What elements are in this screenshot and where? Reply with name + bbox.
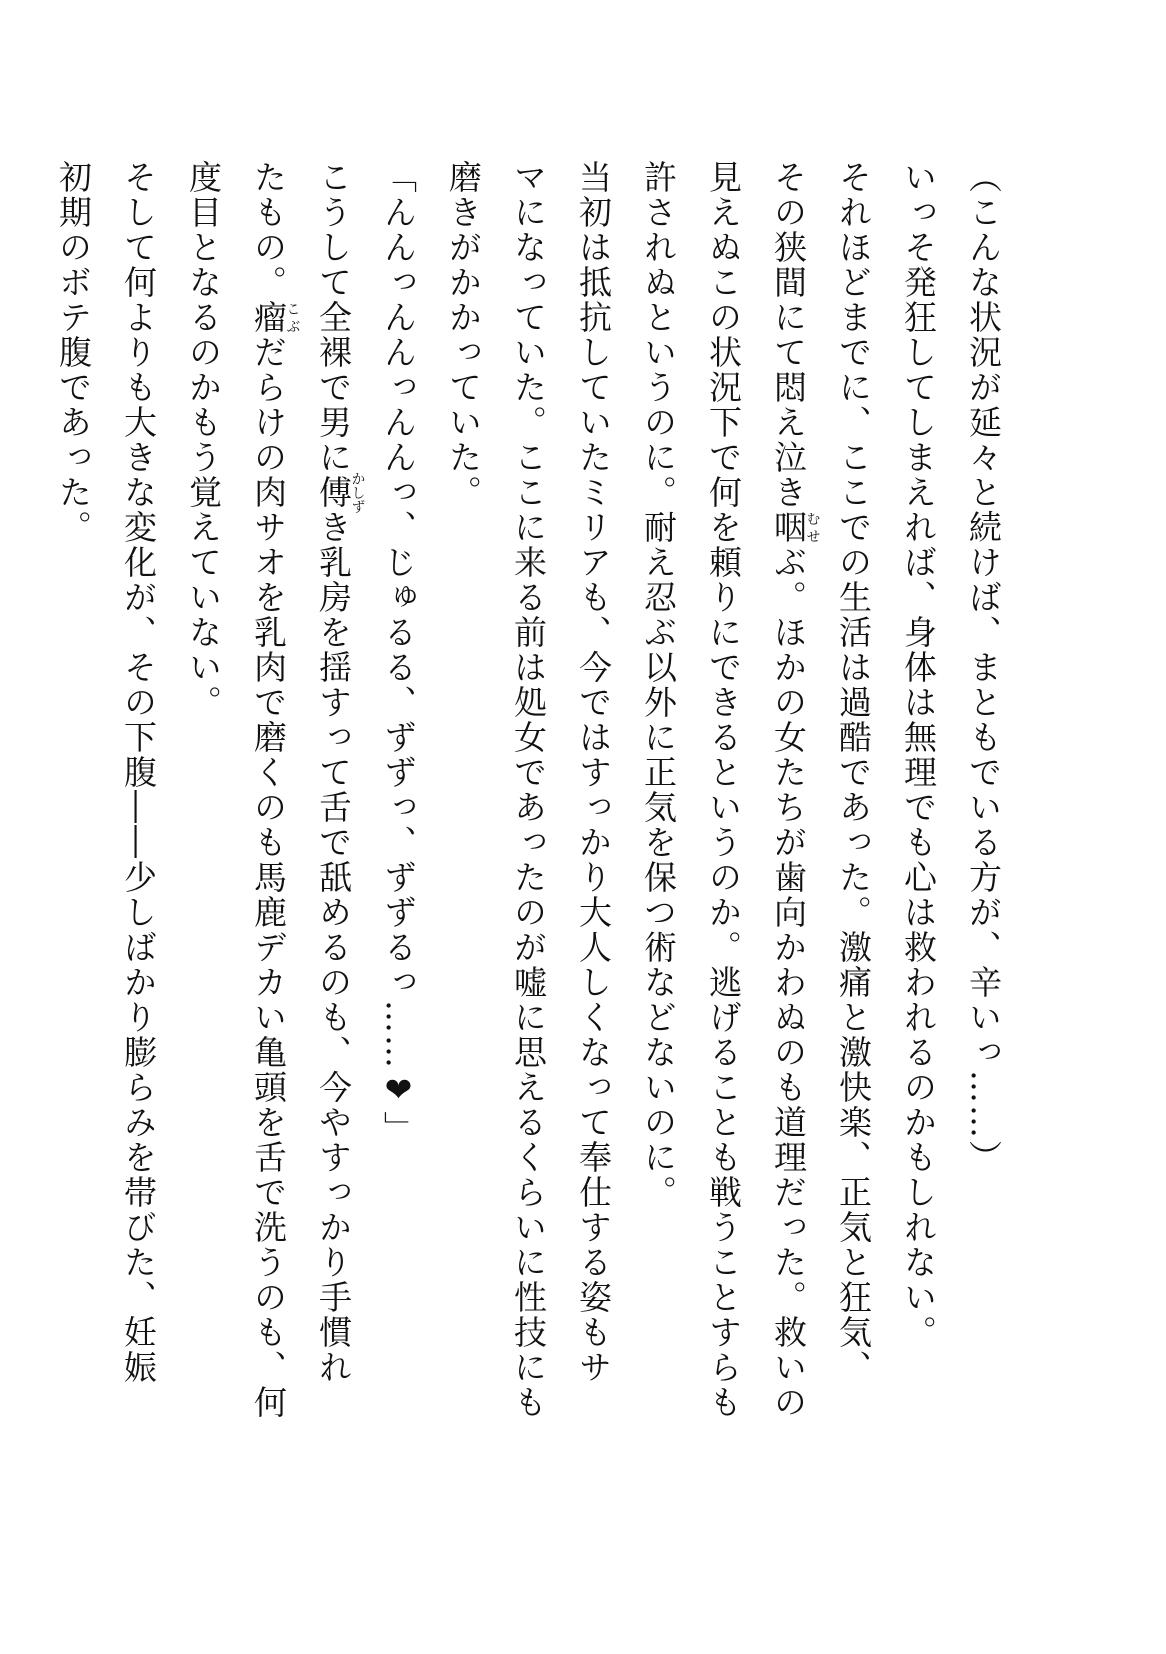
ruby-base: 咽 (769, 510, 808, 545)
text-line: 磨きがかかっていた。 (444, 160, 483, 510)
text-segment: き乳房を揺すって舌で舐めるのも、今やすっかり手慣れ (314, 510, 353, 1385)
heart-icon: ❤ (379, 1070, 418, 1111)
text-line (236, 160, 301, 1530)
ruby-reading: むせ (804, 510, 821, 545)
text-segment: 「んんっんんっんんっ、じゅるる、ずずっ、ずずるっ…… (379, 160, 418, 1070)
text-line (301, 160, 366, 1530)
text-line: そして何よりも大きな変化が、その下腹――少しばかり膨らみを帯びた、妊娠 (119, 160, 158, 1385)
vertical-text-body (41, 160, 1016, 1530)
text-line: それほどまでに、ここでの生活は過酷であった。激痛と激快楽、正気と狂気、 (834, 160, 873, 1385)
ruby-base: 傅 (314, 471, 353, 514)
ruby-reading: こぶ (284, 300, 301, 335)
ruby-annotation (314, 471, 366, 514)
text-segment: こうして全裸で男に (314, 160, 353, 475)
text-line (756, 160, 821, 1530)
ruby-reading: かしず (349, 471, 366, 514)
text-line: いっそ発狂してしまえれば、身体は無理でも心は救われるのかもしれない。 (899, 160, 938, 1350)
ruby-annotation (249, 300, 301, 335)
text-segment: その狭間にて悶え泣き (769, 160, 808, 510)
ruby-annotation (769, 510, 821, 545)
text-line: 度目となるのかもう覚えていない。 (184, 160, 223, 720)
text-segment: ぶ。ほかの女たちが歯向かわぬのも道理だった。救いの (769, 545, 808, 1420)
ruby-base: 瘤 (249, 300, 288, 335)
text-line: 許されぬというのに。耐え忍ぶ以外に正気を保つ術などないのに。 (639, 160, 678, 1210)
text-line: 初期のボテ腹であった。 (54, 160, 93, 545)
text-line (366, 160, 431, 1530)
text-segment: 」 (379, 1111, 418, 1146)
text-segment: たもの。 (249, 160, 288, 300)
text-line: マになっていた。ここに来る前は処女であったのが嘘に思えるくらいに性技にも (509, 160, 548, 1420)
text-segment: だらけの肉サオを乳肉で磨くのも馬鹿デカい亀頭を舌で洗うのも、何 (249, 335, 288, 1420)
text-line: 見えぬこの状況下で何を頼りにできるというのか。逃げることも戦うことすらも (704, 160, 743, 1420)
text-line: 当初は抵抗していたミリアも、今ではすっかり大人しくなって奉仕する姿もサ (574, 160, 613, 1385)
text-line: （こんな状況が延々と続けば、まともでいる方が、辛いっ……） (964, 160, 1003, 1175)
